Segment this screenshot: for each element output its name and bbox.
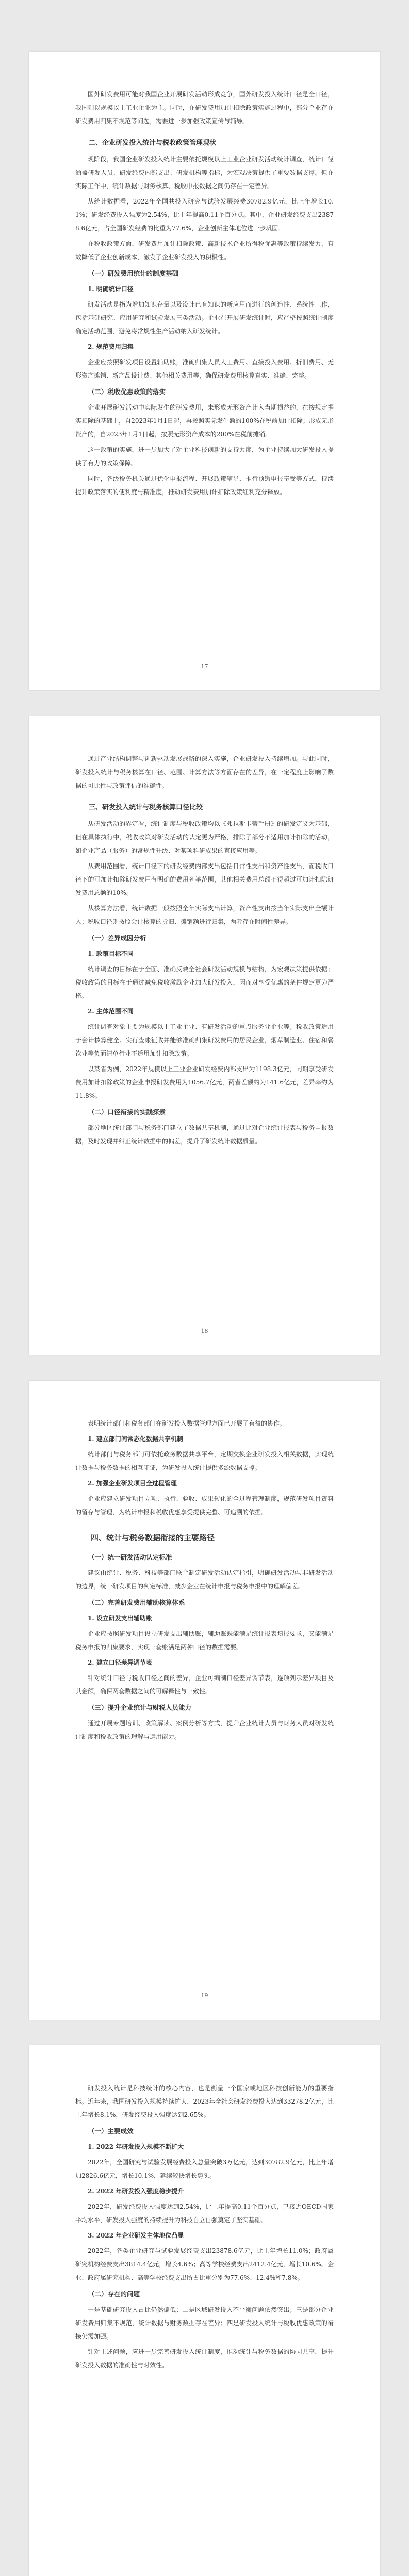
page-number: 17: [201, 663, 208, 670]
body-paragraph: 从核算方法看，统计数据一般按照全年实际支出计算，资产性支出按当年实际支出全额计入；税收口径则按照会计核算的折旧、摊销额进行归集，两者存在时间性差异。: [75, 905, 334, 925]
body-paragraph: 企业应建立研发项目立项、执行、验收、成果转化的全过程管理制度，规范研发项目资料的留存与管理，为统计申报和税收优惠享受提供完整、可追溯的依据。: [75, 1495, 334, 1516]
item-heading: 2. 规范费用归集: [88, 343, 134, 350]
body-paragraph: 针对统计口径与税收口径之间的差异，企业可编制口径差异调节表，逐项列示差异项目及其金额，确保两套数据之间的可解释性与一致性。: [75, 1674, 334, 1695]
item-heading: 1. 2022 年研发投入规模不断扩大: [88, 2143, 184, 2150]
body-paragraph: 一是基础研究投入占比仍然偏低；二是区域研发投入不平衡问题依然突出；三是部分企业研发费用归集不规范，统计数据与财务数据存在差异；四是研发投入统计与税收优惠政策的衔接仍需加强。: [75, 2306, 334, 2340]
item-heading: 1. 建立部门间常态化数据共享机制: [88, 1435, 183, 1443]
body-paragraph: 企业应按照研发项目设立研发支出辅助账，辅助账既能满足统计报表填报要求，又能满足税务申报的归集要求，实现一套账满足两种口径的数据需要。: [75, 1630, 334, 1651]
body-paragraph: 统计调查的目标在于全面、准确反映全社会研发活动规模与结构，为宏观决策提供依据；税收政策的目标在于通过减免税收激励企业加大研发投入，因而对享受优惠的条件规定更为严格。: [75, 965, 334, 999]
subsection-heading: （二）存在的问题: [88, 2290, 140, 2298]
body-paragraph: 2022年，全国研究与试验发展经费投入总量突破3万亿元，达到30782.9亿元，比上年增加2826.6亿元，增长10.1%，延续较快增长势头。: [75, 2159, 334, 2179]
item-heading: 2. 2022 年研发投入强度稳步提升: [88, 2188, 184, 2195]
item-heading: 2. 建立口径差异调节表: [88, 1659, 152, 1666]
body-paragraph: 现阶段，我国企业研发投入统计主要依托规模以上工业企业研发活动统计调查，统计口径涵盖研发人员、研发经费内部支出、研发机构等指标，为宏观决策提供了重要数据支撑。但在实际工作中，统计数据与财务核算、税收申报数据之间仍存在一定差异。: [75, 156, 334, 190]
body-paragraph: 这一政策的实施，进一步加大了对企业科技创新的支持力度，为企业持续加大研发投入提供了有力的政策保障。: [75, 446, 334, 467]
document-page: [29, 2045, 380, 2576]
body-paragraph: 研发活动是指为增加知识存量以及设计已有知识的新应用而进行的创造性、系统性工作，包括基础研究、应用研究和试验发展三类活动。企业在开展研发统计时，应严格按照统计制度确定活动范围，避免将常规性生产活动纳入研发统计。: [75, 301, 334, 335]
item-heading: 1. 明确统计口径: [88, 285, 134, 293]
subsection-heading: （二）口径衔接的实践探索: [88, 1108, 166, 1116]
subsection-heading: （二）完善研发费用辅助核算体系: [88, 1599, 185, 1606]
body-paragraph: 从研发活动的界定看，统计制度与税收政策均以《弗拉斯卡蒂手册》的研发定义为基础，但在具体执行中，税收政策对研发活动的认定更为严格，排除了部分不适用加计扣除的活动，如企业产品（服务）的常规性升级、对某项科研成果的直接应用等。: [75, 820, 334, 854]
body-paragraph: 从费用范围看，统计口径下的研发经费内部支出包括日常性支出和资产性支出，而税收口径下的可加计扣除研发费用有明确的费用列举范围，其他相关费用总额不得超过可加计扣除研发费用总额的10%。: [75, 862, 334, 896]
body-paragraph: 建议由统计、税务、科技等部门联合制定研发活动认定指引，明确研发活动与非研发活动的边界，统一研发项目的判定标准，减少企业在统计申报与税务申报中的理解偏差。: [75, 1569, 334, 1590]
page-number: 18: [201, 1328, 208, 1334]
subsection-heading: （一）统一研发活动认定标准: [88, 1553, 172, 1561]
subsection-heading: （一）主要成效: [88, 2127, 134, 2135]
body-paragraph: 企业开展研发活动中实际发生的研发费用，未形成无形资产计入当期损益的，在按规定据实扣除的基础上，自2023年1月1日起，再按照实际发生额的100%在税前加计扣除；形成无形资产的，自2023年1月1日起，按照无形资产成本的200%在税前摊销。: [75, 404, 334, 438]
item-heading: 2. 主体范围不同: [88, 1008, 134, 1015]
item-heading: 2. 加强企业研发项目全过程管理: [88, 1480, 177, 1487]
body-paragraph: 从统计数据看，2022年全国共投入研究与试验发展经费30782.9亿元，比上年增长10.1%；研发经费投入强度为2.54%，比上年提高0.11个百分点。其中，企业研发经费支出23878.6亿元，占全国研发经费的比重为77.6%，企业创新主体地位进一步巩固。: [75, 198, 334, 232]
body-paragraph: 统计部门与税务部门可依托政务数据共享平台，定期交换企业研发投入相关数据，实现统计数据与税务数据的相互印证，为研发投入统计提供多源数据支撑。: [75, 1451, 334, 1471]
body-paragraph: 2022年，各类企业研究与试验发展经费支出23878.6亿元，比上年增长11.0%；政府属研究机构经费支出3814.4亿元，增长4.6%；高等学校经费支出2412.4亿元，增长10.6%。企业、政府属研究机构、高等学校经费支出所占比重分别为77.6%、12.4%和7.8%。: [75, 2247, 334, 2281]
subsection-heading: （三）提升企业统计与财税人员能力: [88, 1704, 192, 1711]
body-paragraph: 企业应按照研发项目设置辅助账，准确归集人员人工费用、直接投入费用、折旧费用、无形资产摊销、新产品设计费、其他相关费用等，确保研发费用核算真实、准确、完整。: [75, 359, 334, 379]
body-paragraph: 国外研发费用可能对我国企业开展研发活动形成竞争，国外研发投入统计口径是全口径，我国则以规模以上工业企业为主。同时，在研发费用加计扣除政策实施过程中，部分企业存在研发费用归集不规范等问题，需要进一步加强政策宣传与辅导。: [75, 91, 334, 125]
item-heading: 1. 政策目标不同: [88, 950, 134, 957]
chapter-heading: 二、企业研发投入统计与税收政策管理现状: [89, 139, 217, 147]
subsection-heading: （一）研发费用统计的制度基础: [88, 269, 179, 277]
subsection-heading: （二）税收优惠政策的落实: [88, 388, 166, 396]
body-paragraph: 在税收政策方面，研发费用加计扣除政策、高新技术企业所得税优惠等政策持续发力，有效降低了企业创新成本，激发了企业研发投入的积极性。: [75, 240, 334, 261]
body-paragraph: 以某省为例，2022年规模以上工业企业研发经费内部支出为1198.3亿元，同期享受研发费用加计扣除政策的企业申报研发费用为1056.7亿元，两者差额约为141.6亿元，差异率约为11.8%。: [75, 1065, 334, 1099]
body-paragraph: 通过产业结构调整与创新驱动发展战略的深入实施，企业研发投入持续增加。与此同时，研发投入统计与税务核算在口径、范围、计算方法等方面存在的差异，在一定程度上影响了数据的可比性与政策评估的准确性。: [75, 755, 334, 789]
body-paragraph: 同时，各级税务机关通过优化申报流程、开展政策辅导、推行预缴申报享受等方式，持续提升政策落实的便利度与精准度，推动研发费用加计扣除政策红利充分释放。: [75, 475, 334, 496]
document-page: [29, 1381, 380, 2020]
body-paragraph: 部分地区统计部门与税务部门建立了数据共享机制，通过比对企业统计报表与税务申报数据，及时发现并纠正统计数据中的偏差，提升了研发统计数据质量。: [75, 1124, 334, 1145]
body-paragraph: 表明统计部门和税务部门在研发投入数据管理方面已开展了有益的协作。: [88, 1420, 286, 1427]
body-paragraph: 2022年，研发经费投入强度达到2.54%，比上年提高0.11个百分点，已接近OECD国家平均水平，研发投入强度的持续提升为科技自立自强奠定了坚实基础。: [75, 2203, 334, 2224]
body-paragraph: 研发投入统计是科技统计的核心内容，也是衡量一个国家或地区科技创新能力的重要指标。近年来，我国研发投入规模持续扩大，2023年全社会研发经费投入达到33278.2亿元，比上年增长8.1%，研发经费投入强度达到2.65%。: [75, 2084, 334, 2119]
document-page: [29, 716, 380, 1355]
page-number: 19: [201, 1992, 208, 1999]
item-heading: 3. 2022 年企业研发主体地位凸显: [88, 2232, 184, 2239]
body-paragraph: 通过开展专题培训、政策解读、案例分析等方式，提升企业统计人员与财务人员对研发统计制度和税收政策的理解与运用能力。: [75, 1720, 334, 1740]
document-page: [29, 52, 380, 690]
subsection-heading: （一）差异成因分析: [88, 934, 146, 942]
chapter-heading: 三、研发投入统计与税务核算口径比较: [89, 804, 203, 811]
body-paragraph: 统计调查对象主要为规模以上工业企业、有研发活动的重点服务业企业等；税收政策适用于会计核算健全、实行查账征收并能够准确归集研发费用的居民企业，烟草制造业、住宿和餐饮业等负面清单行业不适用加计扣除政策。: [75, 1023, 334, 1057]
body-paragraph: 针对上述问题，应进一步完善研发投入统计制度，推动统计与税务数据的协同共享，提升研发投入数据的准确性与时效性。: [75, 2348, 334, 2369]
section-heading: 四、统计与税务数据衔接的主要路径: [91, 1533, 215, 1543]
item-heading: 1. 设立研发支出辅助账: [88, 1615, 152, 1622]
